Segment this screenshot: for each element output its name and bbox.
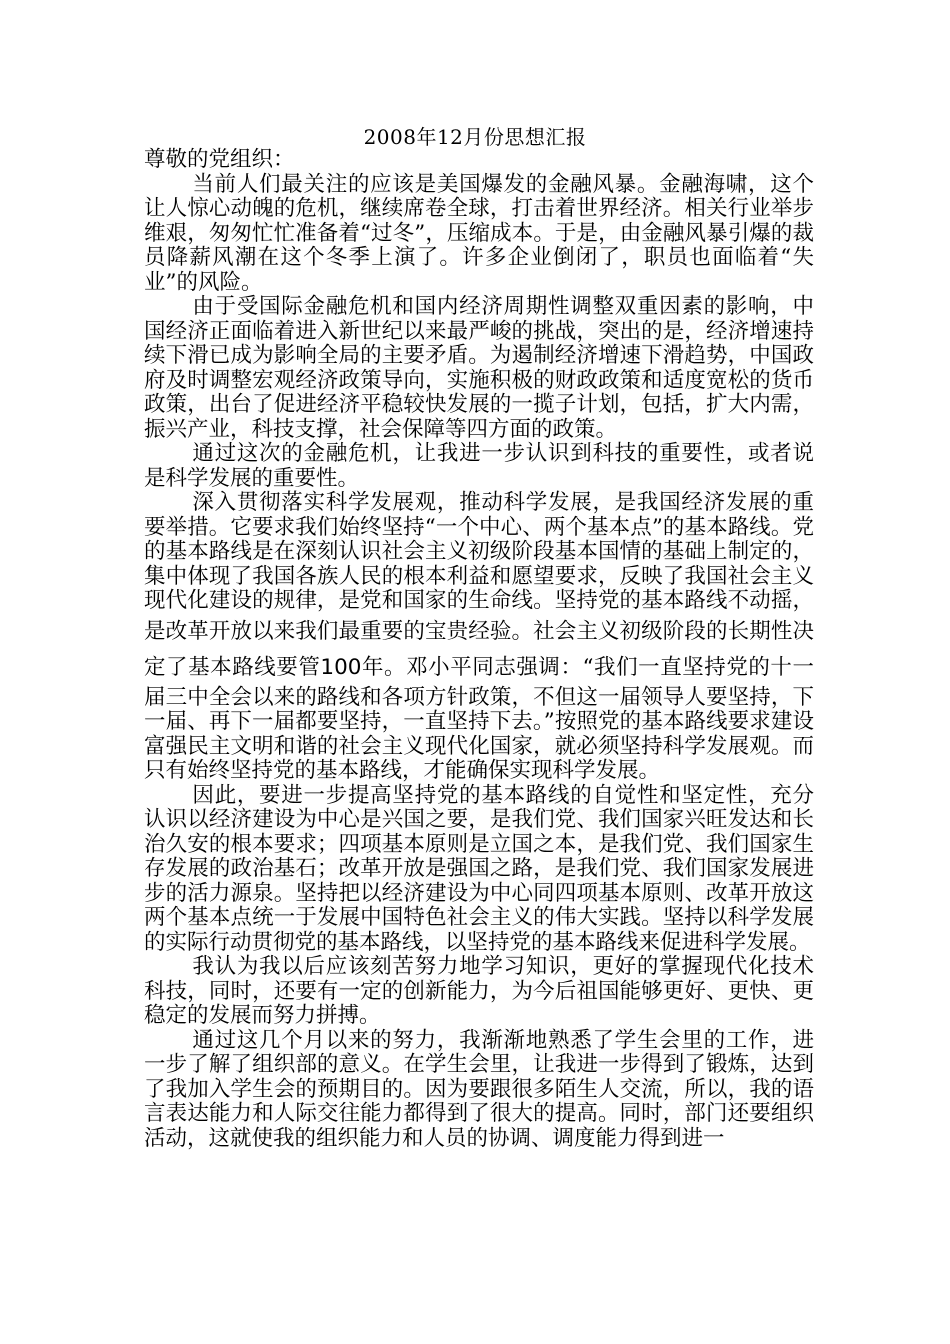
paragraph-4-part-b: 段的长期性决定了基本路线要管 bbox=[144, 618, 814, 680]
paragraph-4-part-c: 年。邓小平同志强调：“我们一 bbox=[361, 654, 661, 680]
paragraph-4-part-d: 直坚持党的十一届三中全会以来的路线和各项方针政策，不但这一届领导人要坚持，下一届、再下一届都要坚持，一直坚持下去。”按照党的基本路线要求建设富强民主文明和谐的社会主义现代化国家，就必须坚持科学发展观。而只有始终坚持党的基本路线，才能确保实现科学发展。 bbox=[144, 654, 814, 783]
paragraph-7: 通过这几个月以来的努力，我渐渐地熟悉了学生会里的工作，进一步了解了组织部的意义。在学生会里，让我进一步得到了锻炼，达到了我加入学生会的预期目的。因为要跟很多陌生人交流，所以，我的语言表达能力和人际交往能力都得到了很大的提高。同时，部门还要组织活动，这就使我的组织能力和人员的协调、调度能力得到进一 bbox=[144, 1027, 814, 1151]
paragraph-4-part-a: 深入贯彻落实科学发展观，推动科学发展，是我国经济发展的重要举措。它要求我们始终坚持“一个中心、两个基本点”的基本路线。党的基本路线是在深刻认识社会主义初级阶段基本国情的基础上制定的，集中体现了我国各族人民的根本利益和愿望要求，反映了我国社会主义现代化建设的规律，是党和国家的生命线。坚持党的基本路线不动摇，是改革开放以来我们最重要的宝贵经验。社会主义初级阶 bbox=[144, 490, 814, 644]
paragraph-5: 因此，要进一步提高坚持党的基本路线的自觉性和坚定性，充分认识以经济建设为中心是兴国之要，是我们党、我们国家兴旺发达和长治久安的根本要求；四项基本原则是立国之本，是我们党、我们国家生存发展的政治基石；改革开放是强国之路，是我们党、我们国家发展进步的活力源泉。坚持把以经济建设为中心同四项基本原则、改革开放这两个基本点统一于发展中国特色社会主义的伟大实践。坚持以科学发展的实际行动贯彻党的基本路线，以坚持党的基本路线来促进科学发展。 bbox=[144, 782, 814, 955]
paragraph-2: 由于受国际金融危机和国内经济周期性调整双重因素的影响，中国经济正面临着进入新世纪以来最严峻的挑战，突出的是，经济增速持续下滑已成为影响全局的主要矛盾。为遏制经济增速下滑趋势，中国政府及时调整宏观经济政策导向，实施积极的财政政策和适度宽松的货币政策，出台了促进经济平稳较快发展的一揽子计划，包括，扩大内需，振兴产业，科技支撑，社会保障等四方面的政策。 bbox=[144, 294, 814, 442]
paragraph-4-number: 100 bbox=[320, 654, 362, 680]
paragraph-6: 我认为我以后应该刻苦努力地学习知识，更好的掌握现代化技术科技，同时，还要有一定的创新能力，为今后祖国能够更好、更快、更稳定的发展而努力拼搏。 bbox=[144, 954, 814, 1028]
paragraph-3: 通过这次的金融危机，让我进一步认识到科技的重要性，或者说是科学发展的重要性。 bbox=[144, 441, 814, 491]
document-title: 2008年12月份思想汇报 bbox=[363, 125, 587, 149]
salutation: 尊敬的党组织： bbox=[144, 147, 295, 172]
paragraph-1: 当前人们最关注的应该是美国爆发的金融风暴。金融海啸，这个让人惊心动魄的危机，继续席卷全球，打击着世界经济。相关行业举步维艰，匆匆忙忙准备着“过冬”，压缩成本。于是，由金融风暴引爆的裁员降薪风潮在这个冬季上演了。许多企业倒闭了，职员也面临着“失业”的风险。 bbox=[144, 171, 814, 295]
paragraph-4 bbox=[144, 491, 814, 784]
document-body bbox=[144, 148, 814, 1151]
